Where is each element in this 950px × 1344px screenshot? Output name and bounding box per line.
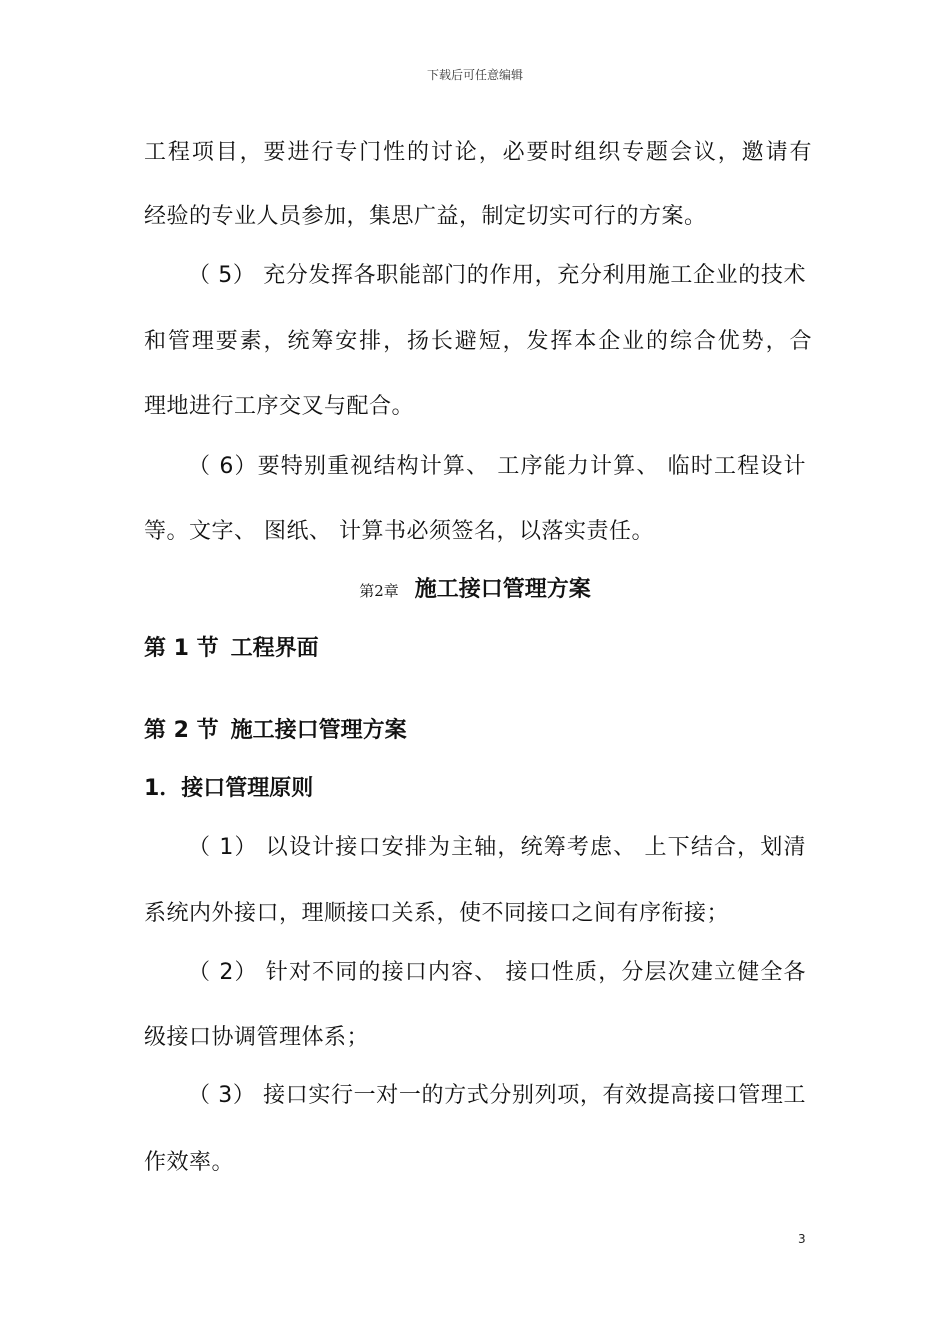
page-number: 3 [798, 1232, 806, 1246]
section-number: 第 2 节 [144, 718, 219, 743]
body-line: （ 2） 针对不同的接口内容、 接口性质，分层次建立健全各 [188, 960, 806, 985]
chapter-number: 第2章 [359, 582, 399, 600]
body-line: 作效率。 [144, 1150, 235, 1175]
body-line: （ 1） 以设计接口安排为主轴，统筹考虑、 上下结合，划清 [188, 835, 806, 860]
section-heading-1 [144, 634, 319, 664]
section-heading-2 [144, 716, 407, 746]
page-header: 下载后可任意编辑 [426, 68, 523, 82]
body-line: （ 3） 接口实行一对一的方式分别列项，有效提高接口管理工 [188, 1083, 806, 1108]
section-number: 第 1 节 [144, 636, 219, 661]
section-title: 工程界面 [230, 636, 319, 661]
chapter-heading [0, 575, 950, 606]
body-line: 理地进行工序交叉与配合。 [144, 394, 415, 419]
body-line: 工程项目，要进行专门性的讨论，必要时组织专题会议，邀请有 [144, 140, 812, 165]
body-line: 系统内外接口，理顺接口关系，使不同接口之间有序衔接； [144, 901, 730, 926]
subsection-heading: 1．接口管理原则 [144, 776, 314, 801]
body-line: （ 6）要特别重视结构计算、 工序能力计算、 临时工程设计 [188, 454, 806, 479]
body-line: （ 5） 充分发挥各职能部门的作用，充分利用施工企业的技术 [188, 263, 806, 288]
section-title: 施工接口管理方案 [230, 718, 407, 743]
body-line: 经验的专业人员参加，集思广益，制定切实可行的方案。 [144, 204, 707, 229]
body-line: 和管理要素，统筹安排，扬长避短，发挥本企业的综合优势，合 [144, 329, 812, 354]
chapter-title: 施工接口管理方案 [414, 577, 591, 602]
body-line: 等。文字、 图纸、 计算书必须签名，以落实责任。 [144, 519, 654, 544]
body-line: 级接口协调管理体系； [144, 1025, 370, 1050]
